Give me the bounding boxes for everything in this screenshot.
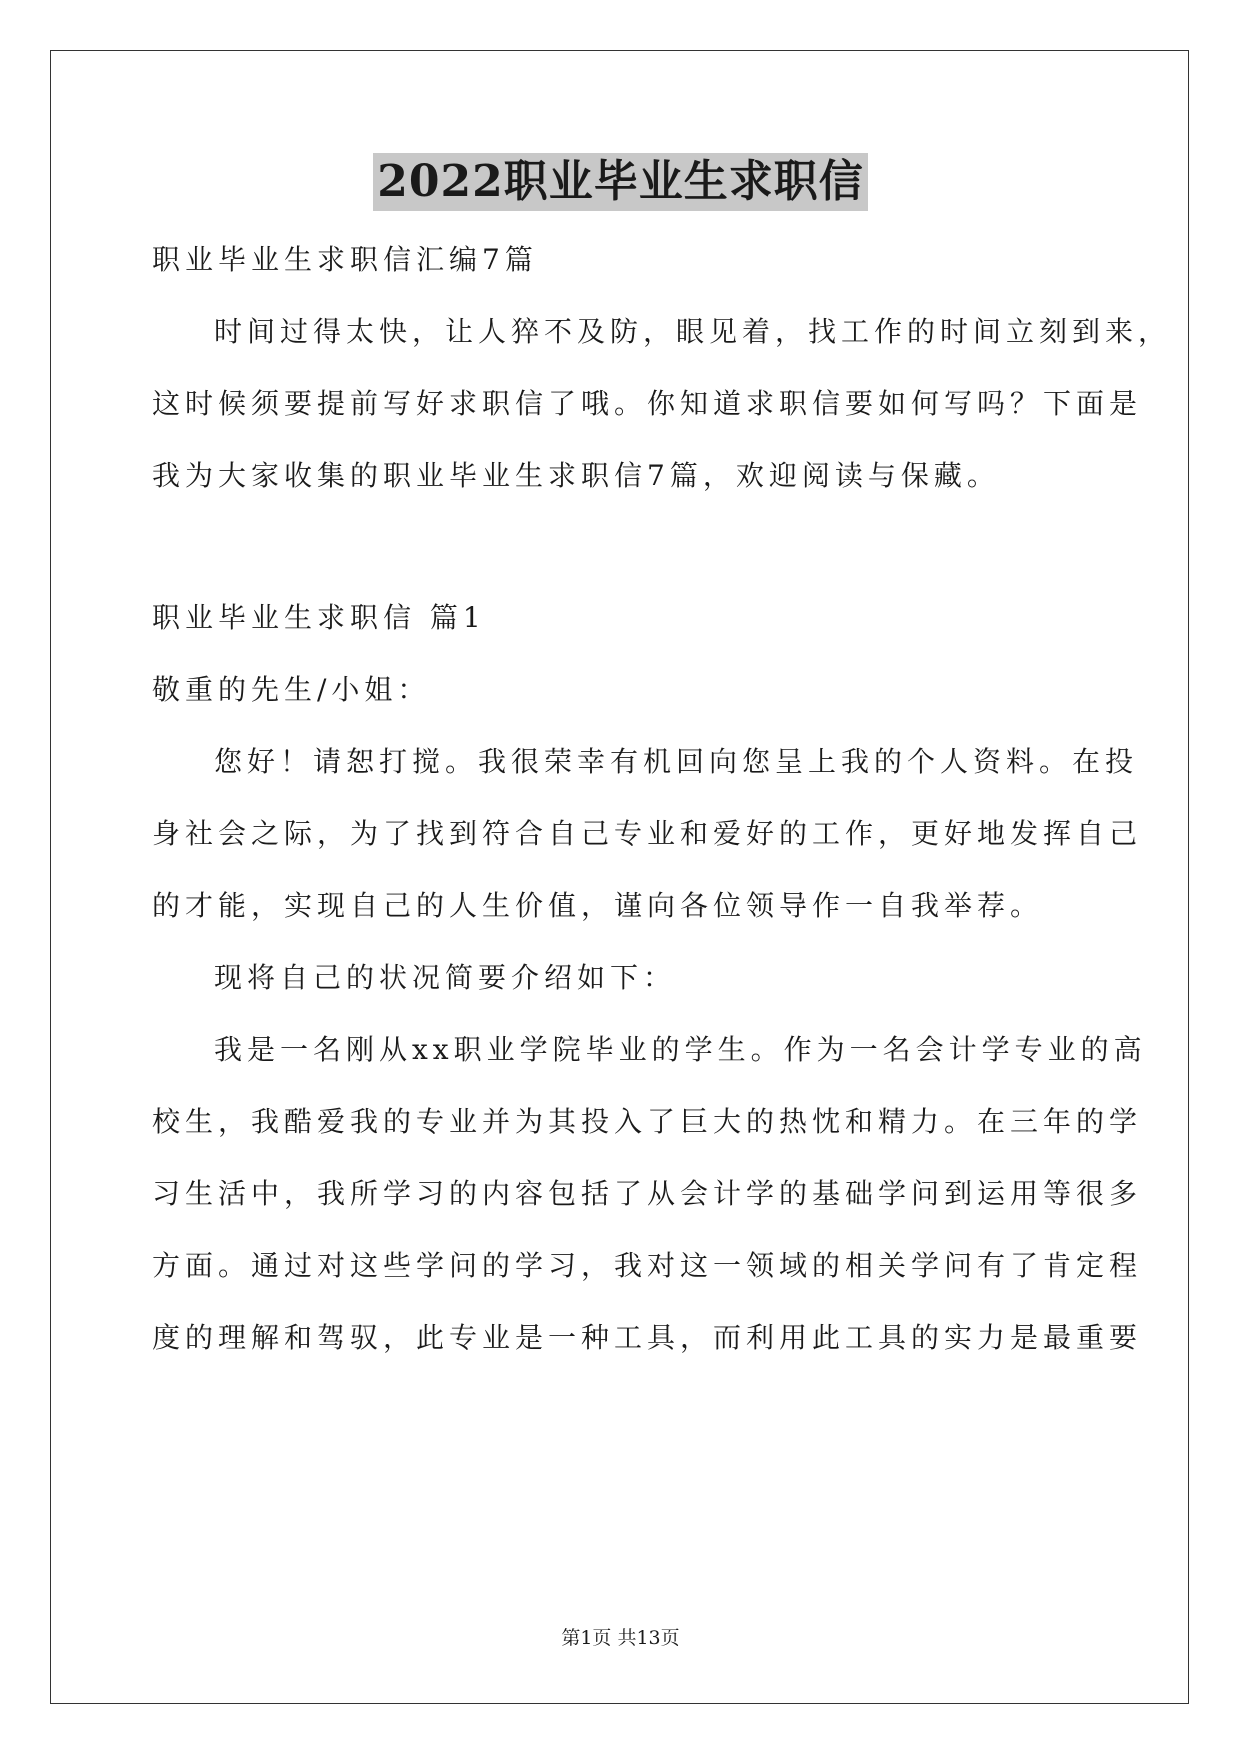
- paragraph-line: 的才能，实现自己的人生价值，谨向各位领导作一自我举荐。: [152, 889, 1044, 922]
- paragraph-line: 身社会之际，为了找到符合自己专业和爱好的工作，更好地发挥自己: [152, 817, 1143, 850]
- title-container: [0, 153, 1241, 211]
- intro-line: 时间过得太快，让人猝不及防，眼见着，找工作的时间立刻到来，: [214, 315, 1172, 348]
- paragraph-line: 校生，我酷爱我的专业并为其投入了巨大的热忱和精力。在三年的学: [152, 1105, 1143, 1138]
- greeting: 敬重的先生/小姐：: [152, 673, 431, 706]
- document-subtitle: 职业毕业生求职信汇编7篇: [152, 243, 538, 276]
- intro-line: 这时候须要提前写好求职信了哦。你知道求职信要如何写吗？下面是: [152, 387, 1143, 420]
- paragraph-line: 习生活中，我所学习的内容包括了从会计学的基础学问到运用等很多: [152, 1177, 1143, 1210]
- document-title: 2022职业毕业生求职信: [373, 153, 867, 211]
- page-number: 第1页 共13页: [561, 1627, 680, 1649]
- page-border: [50, 50, 1189, 1704]
- paragraph-line: 现将自己的状况简要介绍如下：: [214, 961, 677, 994]
- paragraph-line: 度的理解和驾驭，此专业是一种工具，而利用此工具的实力是最重要: [152, 1321, 1143, 1354]
- paragraph-line: 方面。通过对这些学问的学习，我对这一领域的相关学问有了肯定程: [152, 1249, 1143, 1282]
- paragraph-line: 我是一名刚从xx职业学院毕业的学生。作为一名会计学专业的高: [214, 1033, 1147, 1066]
- intro-line: 我为大家收集的职业毕业生求职信7篇，欢迎阅读与保藏。: [152, 459, 1000, 492]
- section-heading: 职业毕业生求职信 篇1: [152, 601, 486, 634]
- paragraph-line: 您好！请恕打搅。我很荣幸有机回向您呈上我的个人资料。在投: [214, 745, 1139, 778]
